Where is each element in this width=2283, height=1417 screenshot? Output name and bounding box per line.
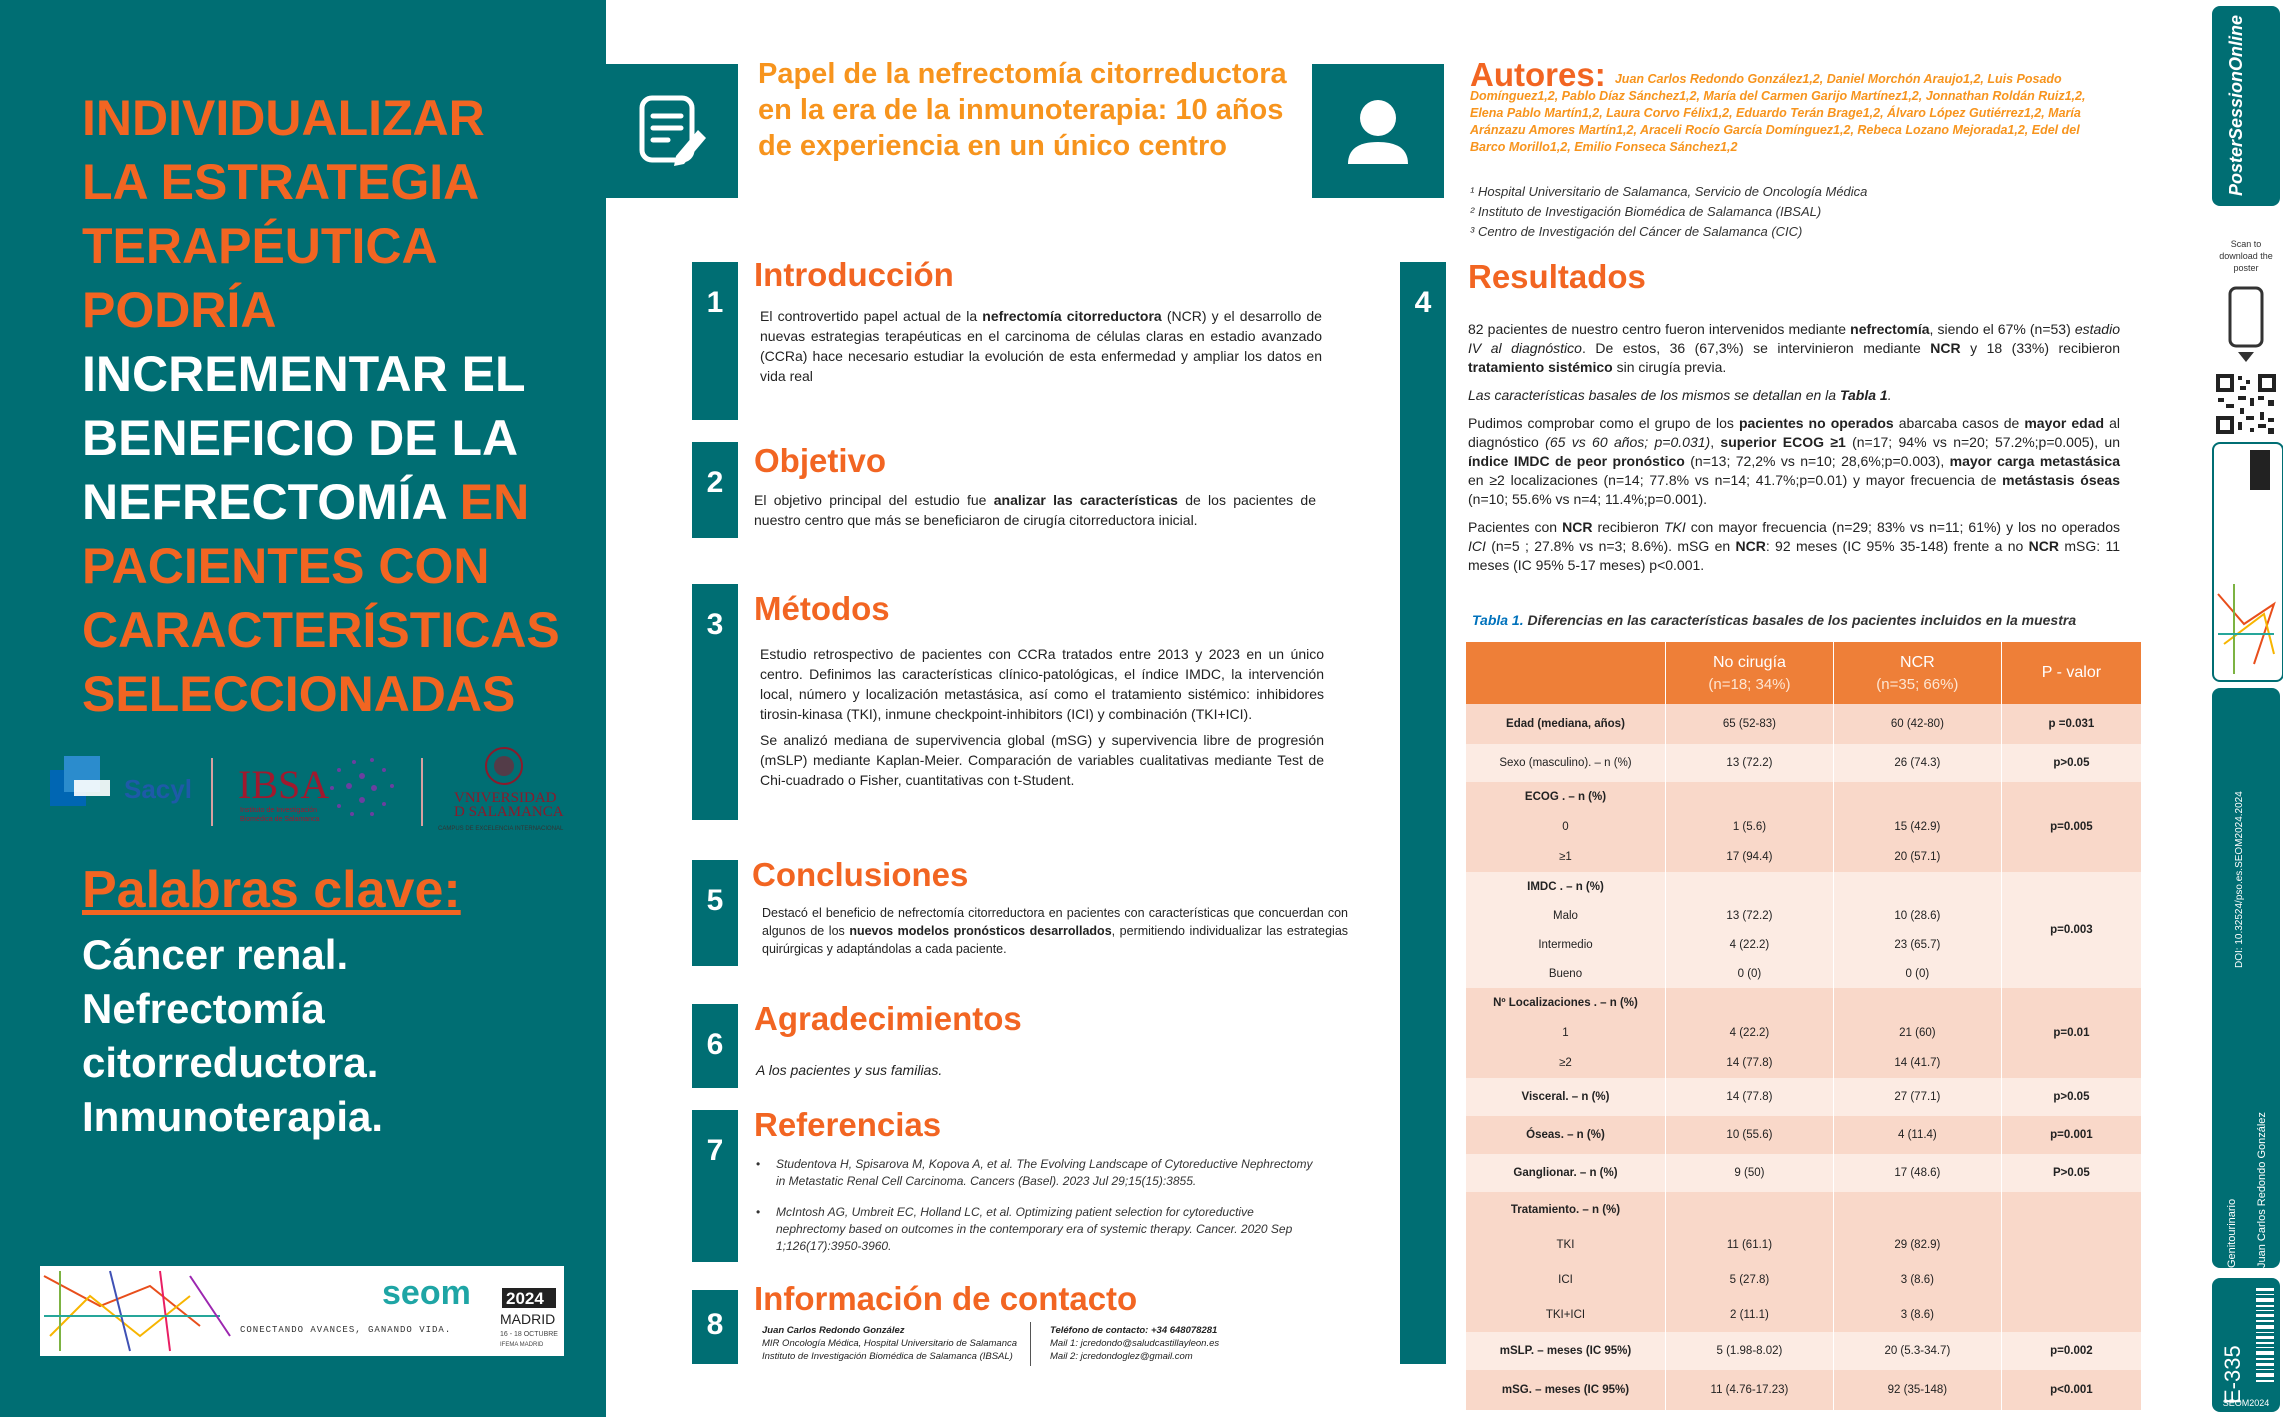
intro-text: El controvertido papel actual de la nefrectomía citorreductora (NCR) y el desarrollo de nuevas estrategias terapéuticas en el carcinoma de células claras en estadio avanzado (CCRa) hace necesario estudiar la evolución de esta enfermedad y ampliar los datos en vida real: [760, 308, 1322, 384]
table-cell: [1665, 782, 1833, 812]
resultados-title: Resultados: [1468, 258, 1646, 295]
table-cell: 65 (52-83): [1665, 704, 1833, 744]
code-block: [2212, 1278, 2280, 1412]
affiliation-item: ¹ Hospital Universitario de Salamanca, Servicio de Oncología Médica: [1470, 184, 1868, 199]
poster-code: E-335: [2220, 1345, 2245, 1404]
table-cell: 23 (65.7): [1833, 930, 2001, 959]
table-cell: 11 (4.76-17.23): [1665, 1370, 1833, 1410]
keywords-title: Palabras clave:: [82, 861, 461, 919]
table-row: [1466, 1370, 2142, 1410]
phone-icon: [2226, 286, 2266, 366]
keyword-item: Inmunoterapia.: [82, 1093, 384, 1140]
table-cell: 0 (0): [1665, 959, 1833, 988]
metodos-title: Métodos: [754, 590, 890, 627]
svg-text:MADRID: MADRID: [500, 1311, 556, 1327]
table-cell: Bueno: [1466, 959, 1665, 988]
table-pvalue-cell: p<0.001: [2001, 1370, 2141, 1410]
keywords-list: [82, 928, 383, 1144]
table-row: [1466, 1332, 2142, 1370]
table-cell: mSLP. – meses (IC 95%): [1466, 1332, 1665, 1370]
svg-text:IFEMA MADRID: IFEMA MADRID: [500, 1342, 544, 1348]
contact-divider: [1030, 1322, 1031, 1366]
table-row: [1466, 704, 2142, 744]
contact-line: MIR Oncología Médica, Hospital Universitario de Salamanca: [762, 1338, 1018, 1349]
affiliations: [1470, 182, 1867, 242]
section-number-7: 7: [692, 1110, 738, 1262]
metro-map-icon: [44, 1271, 230, 1351]
user-icon: [1312, 64, 1444, 198]
event-code: SEOM2024: [2222, 1398, 2270, 1408]
table-pvalue-cell: p=0.001: [2001, 1116, 2141, 1154]
table-cell: mSG. – meses (IC 95%): [1466, 1370, 1665, 1410]
table-cell: ≥2: [1466, 1048, 1665, 1078]
table-cell: 20 (57.1): [1833, 842, 2001, 872]
table-header-cell: No cirugía (n=18; 34%): [1665, 642, 1833, 704]
table-row: [1466, 988, 2142, 1018]
title-icon-box: [606, 64, 738, 198]
contact-line: Mail 2: jcredondoglez@gmail.com: [1050, 1351, 1193, 1362]
author-icon-box: [1312, 64, 1444, 198]
characteristics-table: [1466, 642, 2142, 1410]
table-row: [1466, 782, 2142, 812]
table-cell: 20 (5.3-34.7): [1833, 1332, 2001, 1370]
svg-text:D SALAMANCA: D SALAMANCA: [454, 804, 564, 820]
section-number-6: 6: [692, 1004, 738, 1088]
contact-line: Mail 1: jcredondo@saludcastillayleon.es: [1050, 1338, 1220, 1349]
table-cell: 14 (41.7): [1833, 1048, 2001, 1078]
table-cell: [1833, 988, 2001, 1018]
contact-line: Instituto de Investigación Biomédica de Salamanca (IBSAL): [762, 1351, 1013, 1362]
svg-text:16 - 18 OCTUBRE: 16 - 18 OCTUBRE: [500, 1331, 558, 1338]
table-cell: 3 (8.6): [1833, 1297, 2001, 1332]
authors-label: Autores: [1470, 56, 1595, 93]
table-header-cell: P - valor: [2001, 642, 2141, 704]
headline-line: PODRÍA: [82, 282, 277, 338]
svg-text:CAMPUS DE EXCELENCIA INTERNACI: CAMPUS DE EXCELENCIA INTERNACIONAL: [438, 826, 564, 832]
table-pvalue-cell: P>0.05: [2001, 1154, 2141, 1192]
table-cell: 60 (42-80): [1833, 704, 2001, 744]
table-cell: [1833, 1192, 2001, 1227]
banner-slogan: CONECTANDO AVANCES, GANANDO VIDA.: [240, 1325, 452, 1335]
table-cell: 14 (77.8): [1665, 1078, 1833, 1116]
keyword-item: citorreductora.: [82, 1039, 379, 1086]
section-number-4: 4: [1400, 262, 1446, 1364]
table-cell: [1665, 988, 1833, 1018]
svg-text:Instituto de Investigación: Instituto de Investigación: [240, 807, 318, 814]
table-cell: 4 (22.2): [1665, 1018, 1833, 1048]
intro-title: Introducción: [754, 256, 954, 293]
table-cell: [1665, 1192, 1833, 1227]
table-cell: 26 (74.3): [1833, 744, 2001, 782]
reference-item: • Studentova H, Spisarova M, Kopova A, et al. The Evolving Landscape of Cytoreductive Nephrectomy in Metastatic Renal Cell Carcinoma. Cancers (Basel). 2023 Jul 29;15(15):3855.: [756, 1156, 1316, 1190]
reference-item: • McIntosh AG, Umbreit EC, Holland LC, et al. Optimizing patient selection for cytoreductive nephrectomy based on outcomes in the contemporary era of systemic therapy. Cancer. 2020 Sep 1;126(17):3950-3960.: [756, 1204, 1316, 1255]
section-number-2: 2: [692, 442, 738, 538]
scan-text: Scan to download the poster: [2219, 239, 2273, 273]
headline-line: SELECCIONADAS: [82, 666, 516, 722]
table-cell: Ganglionar. – n (%): [1466, 1154, 1665, 1192]
document-edit-icon: [606, 64, 738, 198]
sacyl-text: Sacyl: [124, 774, 192, 804]
table-pvalue-cell: p>0.05: [2001, 1078, 2141, 1116]
barcode-icon: [2256, 1288, 2274, 1388]
headline-line: INCREMENTAR EL: [82, 346, 526, 402]
table-cell: Visceral. – n (%): [1466, 1078, 1665, 1116]
references-list: [756, 1156, 1316, 1269]
table-row: [1466, 872, 2142, 901]
table-cell: ECOG . – n (%): [1466, 782, 1665, 812]
pso-brand: PosterSessionOnline: [2226, 14, 2246, 196]
table-cell: 5 (1.98-8.02): [1665, 1332, 1833, 1370]
table-cell: TKI+ICI: [1466, 1297, 1665, 1332]
table-cell: Nº Localizaciones . – n (%): [1466, 988, 1665, 1018]
table-cell: 11 (61.1): [1665, 1227, 1833, 1262]
svg-text:2024: 2024: [506, 1289, 544, 1308]
table-cell: 17 (48.6): [1833, 1154, 2001, 1192]
section-number-1: 1: [692, 262, 738, 420]
table-cell: 0 (0): [1833, 959, 2001, 988]
table-cell: 27 (77.1): [1833, 1078, 2001, 1116]
table-cell: 15 (42.9): [1833, 812, 2001, 842]
seom-logo: seom: [382, 1274, 471, 1312]
referencias-title: Referencias: [754, 1106, 942, 1143]
keyword-item: Nefrectomía: [82, 985, 325, 1032]
table-cell: 13 (72.2): [1665, 901, 1833, 930]
authors-list: Autores: Juan Carlos Redondo González1,2, Daniel Morchón Araujo1,2, Luis Posado Domínguez1,2, Pablo Díaz Sánchez1,2, María del Carmen Garijo Martínez1,2, Jonnathan Roldán Ruiz1,2, Elena Pablo Martín1,2, Laura Corvo Félix1,2, Eduardo Terán Brage1,2, Álvaro López Gutiérrez1,2, María Aránzazu Amores Martín1,2, Araceli Rocío García Domínguez1,2, Rebeca Lozano Mejorada1,2, Edel del Barco Morillo1,2, Emilio Fonseca Sánchez1,2: [1470, 56, 2086, 154]
table-row: [1466, 1116, 2142, 1154]
table-pvalue-cell: [2001, 1192, 2141, 1332]
table-cell: 13 (72.2): [1665, 744, 1833, 782]
headline-line: CARACTERÍSTICAS: [82, 602, 560, 658]
contact-person: [762, 1324, 1022, 1363]
objetivo-title: Objetivo: [754, 442, 887, 479]
table-cell: Tratamiento. – n (%): [1466, 1192, 1665, 1227]
table-cell: 3 (8.6): [1833, 1262, 2001, 1297]
conclusiones-text: Destacó el beneficio de nefrectomía citorreductora en pacientes con características que concuerdan con algunos de los nuevos modelos pronósticos desarrollados, permitiendo individualizar las estrategias quirúrgicas y adaptándolas a cada paciente.: [762, 906, 1349, 956]
table-caption: Tabla 1. Diferencias en las características basales de los pacientes incluidos en la muestra: [1472, 612, 2077, 628]
table-cell: 4 (11.4): [1833, 1116, 2001, 1154]
table-cell: 1: [1466, 1018, 1665, 1048]
table-pvalue-cell: p=0.002: [2001, 1332, 2141, 1370]
table-cell: [1833, 782, 2001, 812]
affiliation-item: ² Instituto de Investigación Biomédica de Salamanca (IBSAL): [1470, 204, 1822, 219]
table-cell: [1833, 872, 2001, 901]
table-row: [1466, 1192, 2142, 1227]
headline-line: NEFRECTOMÍA EN: [82, 474, 530, 530]
headline-line: LA ESTRATEGIA: [82, 154, 480, 210]
section-number-5: 5: [692, 860, 738, 966]
contact-line: Juan Carlos Redondo González: [762, 1325, 905, 1336]
category-text: Genitourinario: [2226, 1198, 2238, 1268]
table-cell: 17 (94.4): [1665, 842, 1833, 872]
poster-title: Papel de la nefrectomía citorreductora en la era de la inmunoterapia: 10 años de experiencia en un único centro: [758, 58, 1287, 162]
table-cell: 92 (35-148): [1833, 1370, 2001, 1410]
objetivo-text: El objetivo principal del estudio fue analizar las características de los pacientes de nuestro centro que más se beneficiaron de cirugía citorreductora inicial.: [754, 492, 1316, 528]
table-row: [1466, 1154, 2142, 1192]
table-cell: 4 (22.2): [1665, 930, 1833, 959]
headline-line: BENEFICIO DE LA: [82, 410, 519, 466]
resultados-text: 82 pacientes de nuestro centro fueron intervenidos mediante nefrectomía, siendo el 67% (n=53) estadio IV al diagnóstico. De estos, 36 (67,3%) se intervinieron mediante NCR y 18 (33%) recibieron tratamiento sistémico sin cirugía previa. Las características basales de los mismos se detallan en la Tabla 1. Pudimos comprobar como el grupo de los pacientes no operados abarcaba casos de mayor edad al diagnóstico (65 vs 60 años; p=0.031), superior ECOG ≥1 (n=17; 94% vs n=20; 57.2%;p=0.005), un índice IMDC de peor pronóstico (n=13; 72,2% vs n=10; 28,6%;p=0.003), mayor carga metastásica en ≥2 localizaciones (n=14; 77.8% vs n=14; 41.7%;p=0.01) y mayor frecuencia de metástasis óseas (n=10; 55.6% vs n=4; 11.4%;p=0.001). Pacientes con NCR recibieron TKI con mayor frecuencia (n=29; 83% vs n=11; 61%) y los no operados ICI (n=5 ; 27.8% vs n=3; 8.6%). mSG en NCR: 92 meses (IC 95% 35-148) frente a no NCR mSG: 11 meses (IC 95% 5-17 meses) p<0.001.: [1468, 321, 2120, 573]
table-header-cell: NCR (n=35; 66%): [1833, 642, 2001, 704]
contact-line: Teléfono de contacto: +34 648078281: [1050, 1325, 1218, 1336]
author-vertical: Juan Carlos Redondo González: [2256, 1112, 2268, 1268]
table-cell: ≥1: [1466, 842, 1665, 872]
headline-line: INDIVIDUALIZAR: [82, 90, 485, 146]
table-cell: 21 (60): [1833, 1018, 2001, 1048]
table-cell: 29 (82.9): [1833, 1227, 2001, 1262]
keyword-item: Cáncer renal.: [82, 931, 349, 978]
metodos-p1: Estudio retrospectivo de pacientes con CCRa tratados entre 2013 y 2023 en un único centro. Definimos las características clínico-patológicas, el índice IMDC, la intervención local, número y localización metastásica, así como el tratamiento sistémico: inhibidores tirosin-kinasa (TKI), inmune checkpoint-inhibitors (ICI) y combinación (TKI+ICI).: [760, 646, 1324, 722]
metodos-text: [760, 644, 1324, 796]
affiliation-item: ³ Centro de Investigación del Cáncer de Salamanca (CIC): [1470, 224, 1803, 239]
table-pvalue-cell: p>0.05: [2001, 744, 2141, 782]
ibsa-text: IBSA: [238, 762, 330, 807]
table-cell: Intermedio: [1466, 930, 1665, 959]
headline-line: TERAPÉUTICA: [82, 218, 438, 274]
table-cell: TKI: [1466, 1227, 1665, 1262]
section-number-3: 3: [692, 584, 738, 820]
contact-details: [1050, 1324, 1330, 1363]
table-row: [1466, 744, 2142, 782]
seom-banner: [40, 1266, 564, 1356]
headline-line: PACIENTES CON: [82, 538, 490, 594]
table-cell: 1 (5.6): [1665, 812, 1833, 842]
table-cell: 10 (28.6): [1833, 901, 2001, 930]
table-cell: Sexo (masculino). – n (%): [1466, 744, 1665, 782]
table-cell: 0: [1466, 812, 1665, 842]
table-header-row: [1466, 642, 2142, 704]
table-row: [1466, 1078, 2142, 1116]
table-cell: 10 (55.6): [1665, 1116, 1833, 1154]
table-cell: 14 (77.8): [1665, 1048, 1833, 1078]
metodos-p2: Se analizó mediana de supervivencia global (mSG) y supervivencia libre de progresión (mSLP) mediante Kaplan-Meier. Comparación de variables cualitativas mediante Test de Chi-cuadrado o Fisher, cuantitativas con t-Student.: [760, 732, 1324, 788]
svg-text:Biomédica de Salamanca: Biomédica de Salamanca: [240, 816, 320, 823]
table-cell: [1665, 872, 1833, 901]
table-cell: 9 (50): [1665, 1154, 1833, 1192]
table-cell: Edad (mediana, años): [1466, 704, 1665, 744]
qr-code-icon[interactable]: [2214, 372, 2278, 436]
table-pvalue-cell: p =0.031: [2001, 704, 2141, 744]
conclusiones-title: Conclusiones: [752, 856, 969, 893]
svg-text:VNIVERSIDAD: VNIVERSIDAD: [454, 790, 557, 806]
institution-logos: [44, 740, 574, 836]
table-pvalue-cell: p=0.005: [2001, 782, 2141, 872]
agradecimientos-title: Agradecimientos: [754, 1000, 1022, 1037]
table-pvalue-cell: p=0.01: [2001, 988, 2141, 1078]
table-cell: Malo: [1466, 901, 1665, 930]
table-cell: 2 (11.1): [1665, 1297, 1833, 1332]
pso-brand-block: [2212, 6, 2280, 206]
seom-strip-logo: [2212, 442, 2283, 682]
sacyl-logo: [44, 740, 574, 836]
contacto-title: Información de contacto: [754, 1280, 1138, 1317]
table-cell: IMDC . – n (%): [1466, 872, 1665, 901]
authors-names: Juan Carlos Redondo González1,2, Daniel Morchón Araujo1,2, Luis Posado Domínguez1,2, Pablo Díaz Sánchez1,2, María del Carmen Garijo Martínez1,2, Jonnathan Roldán Ruiz1,2, Elena Pablo Martín1,2, Laura Corvo Félix1,2, Eduardo Terán Brage1,2, Álvaro López Gutiérrez1,2, María Aránzazu Amores Martín1,2, Araceli Rocío García Domínguez1,2, Rebeca Lozano Mejorada1,2, Edel del Barco Morillo1,2, Emilio Fonseca Sánchez1,2: [1470, 72, 2086, 154]
section-number-8: 8: [692, 1290, 738, 1364]
doi-text: DOI: 10.32524/pso.es.SEOM2024.2024: [2234, 791, 2245, 968]
table-cell: ICI: [1466, 1262, 1665, 1297]
table-pvalue-cell: p=0.003: [2001, 872, 2141, 988]
table-cell: Óseas. – n (%): [1466, 1116, 1665, 1154]
agradecimientos-text: A los pacientes y sus familias.: [756, 1062, 943, 1078]
table-header-cell: [1466, 642, 1665, 704]
headline: [82, 86, 582, 726]
table-cell: 5 (27.8): [1665, 1262, 1833, 1297]
metadata-block: [2212, 688, 2280, 1268]
